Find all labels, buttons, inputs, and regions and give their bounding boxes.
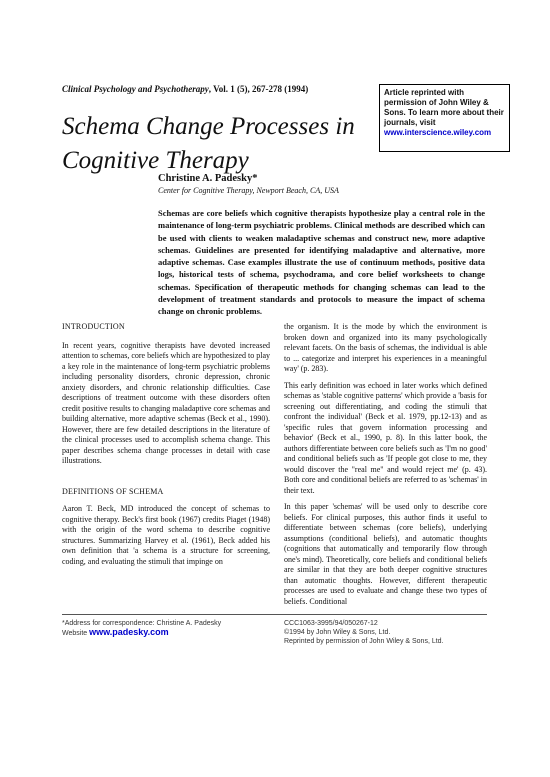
correspondence-note: *Address for correspondence: Christine A. Padesky: [62, 620, 222, 627]
journal-info: , Vol. 1 (5), 267-278 (1994): [208, 84, 309, 94]
introduction-heading: INTRODUCTION: [62, 322, 125, 331]
reprint-url-link[interactable]: www.interscience.wiley.com: [384, 128, 492, 137]
journal-name: Clinical Psychology and Psychotherapy: [62, 84, 209, 94]
abstract: Schemas are core beliefs which cognitive therapists hypothesize play a central role in the maintenance of long-term psychiatric problems. Clinical methods are described which can be used with clients to weaken maladaptive schemas and construct new, more adaptive schemas. Guidelines are presented for identifying maladaptive and alternative, more adaptive schemas. Case examples illustrate the use of continuum methods, positive data logs, historical tests of schema, psychodrama, and core belief worksheets to change schemas. Specification of therapeutic methods for changing schemas can lead to the development of treatment standards and protocols to measure the impact of schema change on chronic problems.: [158, 208, 485, 317]
footer-divider: [62, 614, 487, 615]
definitions-heading: DEFINITIONS OF SCHEMA: [62, 486, 164, 496]
footer-right: [284, 619, 504, 646]
right-paragraph-1: the organism. It is the mode by which the environment is broken down and organized into its many psychologically relevant facets. On the basis of schemas, the individual is able to ... categorize and interpret his experiences in a meaningful way' (p. 283).: [284, 322, 487, 373]
author-affiliation: Center for Cognitive Therapy, Newport Beach, CA, USA: [158, 186, 339, 195]
right-paragraph-2: This early definition was echoed in later works which defined schemas as 'stable cognitive patterns' which provide a 'basis for screening out differentiating, and coding the stimuli that confront the individual' (Beck et al. 1979, pp.12-13) and as 'specific rules that govern information processing and behavior' (Beck et al., 1990, p. 8). In this latter book, the authors differentiate between core beliefs such as 'I'm no good' and conditional beliefs such as 'If people got close to me, they would discover the "real me" and would reject me' (p. 43). Both core and conditional beliefs are referred to as 'schemas' in their text.: [284, 380, 487, 495]
left-column: [62, 322, 270, 573]
definitions-paragraph: Aaron T. Beck, MD introduced the concept of schemas to cognitive therapy. Beck's first book (1967) credits Piaget (1948) with the origin of the word schema to describe cognitive structures. Summarizing Harvey et al. (1961), Beck added his own definition that 'a schema is a structure for screening, coding, and evaluating the stimuli that impinge on: [62, 504, 270, 566]
ccc-code: CCC1063-3995/94/050267-12: [284, 620, 378, 627]
introduction-paragraph: In recent years, cognitive therapists have devoted increased attention to schemas, core beliefs which are hypothesized to play a key role in the maintenance of long-term psychiatric problems including personality disorders, chronic depression, chronic anxiety disorders, and chronic relationship difficulties. Case descriptions of treatment outcome with these disorders often credit positive results to changing maladaptive core schemas and building alternative, more adaptive schemas (Beck et al., 1990). However, there are few detailed descriptions in the literature of the clinical processes used to accomplish schema change. This paper describes schema change processes in detail with case illustrations.: [62, 340, 270, 465]
reprint-permission-line: Reprinted by permission of John Wiley & Sons, Ltd.: [284, 638, 444, 645]
paper-title: Schema Change Processes in Cognitive Therapy: [62, 113, 355, 174]
journal-citation: [62, 84, 308, 94]
author-name: Christine A. Padesky*: [158, 173, 258, 184]
right-paragraph-3: In this paper 'schemas' will be used only to describe core beliefs. For clinical purposes, this author finds it useful to differentiate between schemas (core beliefs), underlying assumptions (conditional beliefs), and automatic thoughts (cognitions that automatically and temporarily flow through one's mind). Theoretically, core beliefs and conditional beliefs are similar in that they are both deeper cognitive structures than automatic thoughts. However, different therapeutic processes are used to evaluate and change these two types of beliefs. Conditional: [284, 502, 487, 606]
footer-left: [62, 619, 262, 638]
website-label: Website: [62, 630, 88, 637]
website-link[interactable]: www.padesky.com: [89, 627, 169, 637]
right-column: [284, 322, 487, 613]
website-line: [62, 628, 262, 638]
copyright-line: ©1994 by John Wiley & Sons, Ltd.: [284, 629, 391, 636]
reprint-notice-text: Article reprinted with permission of John Wiley & Sons. To learn more about their journals, visit: [384, 88, 504, 127]
reprint-notice-box: [379, 84, 510, 152]
